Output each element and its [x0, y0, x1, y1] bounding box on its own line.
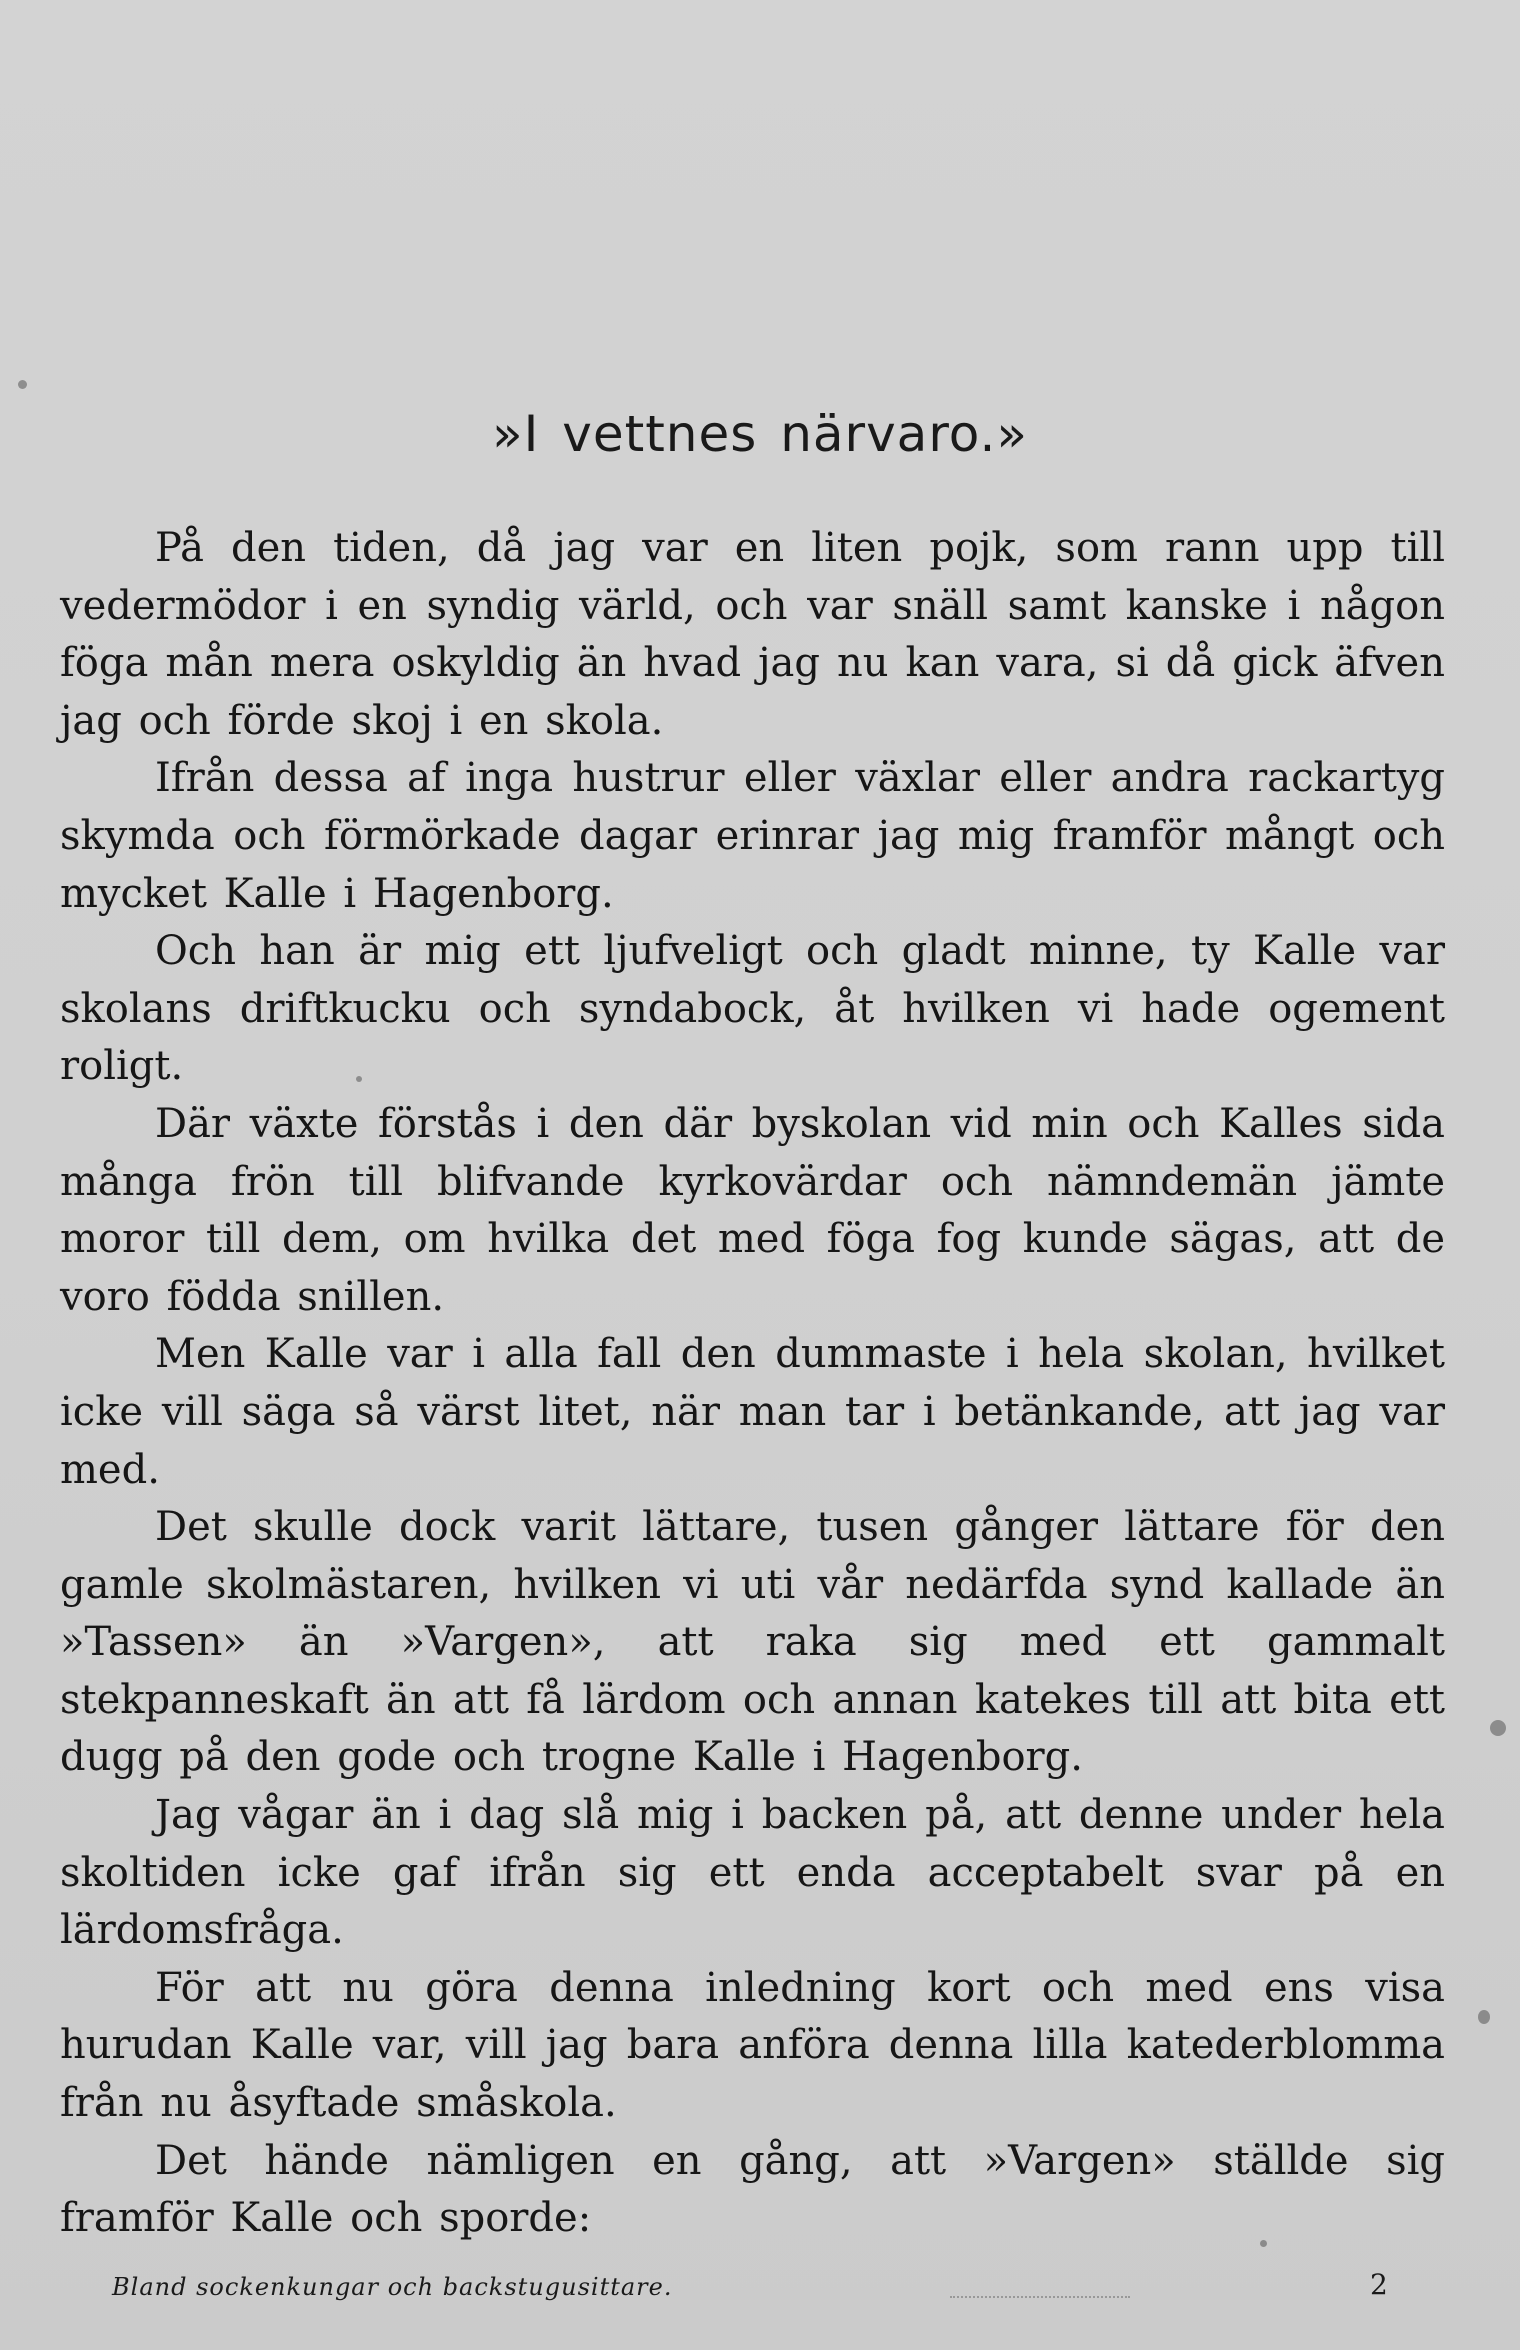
page-speck — [1478, 2010, 1490, 2024]
paragraph: Det skulle dock varit lättare, tusen gånger lättare för den gamle skolmästaren, hvilken vi uti vår nedärfda synd kallade än »Tassen» än »Vargen», att raka sig med ett gammalt stekpanneskaft än att få lärdom och annan katekes till att bita ett dugg på den gode och trogne Kalle i Hagenborg. — [60, 1504, 1445, 1781]
paragraph: Det hände nämligen en gång, att »Vargen» ställde sig framför Kalle och sporde: — [60, 2137, 1445, 2242]
paragraph: Där växte förstås i den där byskolan vid min och Kalles sida många frön till blifvande kyrkovärdar och nämndemän jämte moror till dem, om hvilka det med föga fog kunde sägas, att de voro födda snillen. — [60, 1100, 1445, 1320]
chapter-body — [60, 520, 1445, 2248]
paragraph: Och han är mig ett ljufveligt och gladt minne, ty Kalle var skolans driftkucku och syndabock, åt hvilken vi hade ogement roligt. — [60, 928, 1445, 1090]
paragraph: Jag vågar än i dag slå mig i backen på, att denne under hela skoltiden icke gaf ifrån sig ett enda acceptabelt svar på en lärdomsfråga. — [60, 1792, 1445, 1954]
signature-mark: 2 — [1370, 2268, 1388, 2301]
paragraph: Men Kalle var i alla fall den dummaste i hela skolan, hvilket icke vill säga så värst litet, när man tar i betänkande, att jag var med. — [60, 1331, 1445, 1493]
footer-rule — [950, 2296, 1130, 2298]
paragraph: Ifrån dessa af inga hustrur eller växlar eller andra rackartyg skymda och förmörkade dagar erinrar jag mig framför mångt och mycket Kalle i Hagenborg. — [60, 755, 1445, 917]
paragraph: För att nu göra denna inledning kort och med ens visa hurudan Kalle var, vill jag bara anföra denna lilla katederblomma från nu åsyftade småskola. — [60, 1964, 1445, 2127]
page-speck — [18, 380, 27, 389]
chapter-title: »I vettnes närvaro.» — [492, 405, 1028, 463]
paragraph: På den tiden, då jag var en liten pojk, som rann upp till vedermödor i en syndig värld, och var snäll samt kanske i någon föga mån mera oskyldig än hvad jag nu kan vara, si då gick äfven jag och förde skoj i en skola. — [60, 525, 1445, 744]
running-footer-title: Bland sockenkungar och backstugusittare. — [112, 2273, 673, 2301]
page-speck — [1490, 1720, 1506, 1736]
